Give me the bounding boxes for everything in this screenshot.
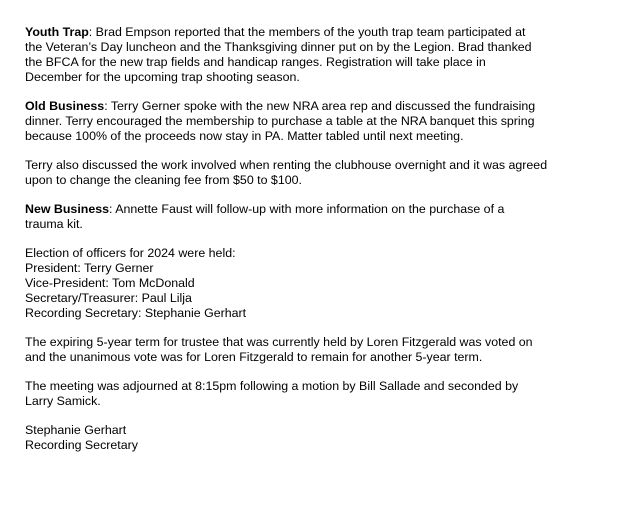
old-business-paragraph xyxy=(25,99,610,144)
election-president: President: Terry Gerner xyxy=(25,261,154,275)
youth-trap-line-4: December for the upcoming trap shooting season. xyxy=(25,70,300,84)
new-business-line-2: trauma kit. xyxy=(25,217,83,231)
old-business-line-2: dinner. Terry encouraged the membership to purchase a table at the NRA banquet this spring xyxy=(25,114,535,128)
youth-trap-line-1 xyxy=(25,25,610,40)
meeting-minutes-page xyxy=(25,25,610,467)
cleaning-fee-line-2: upon to change the cleaning fee from $50 to $100. xyxy=(25,173,302,187)
new-business-text-1: : Annette Faust will follow-up with more information on the purchase of a xyxy=(109,202,505,216)
youth-trap-paragraph xyxy=(25,25,610,85)
old-business-heading: Old Business xyxy=(25,99,105,113)
youth-trap-heading: Youth Trap xyxy=(25,25,89,39)
old-business-line-3: because 100% of the proceeds now stay in PA. Matter tabled until next meeting. xyxy=(25,129,464,143)
election-intro: Election of officers for 2024 were held: xyxy=(25,246,236,260)
old-business-line-1 xyxy=(25,99,610,114)
trustee-paragraph xyxy=(25,335,610,365)
trustee-line-2: and the unanimous vote was for Loren Fitzgerald to remain for another 5-year term. xyxy=(25,350,483,364)
youth-trap-text-1: : Brad Empson reported that the members of the youth trap team participated at xyxy=(88,25,526,39)
signature-block xyxy=(25,423,610,453)
election-recording-secretary: Recording Secretary: Stephanie Gerhart xyxy=(25,306,247,320)
adjourned-line-1: The meeting was adjourned at 8:15pm following a motion by Bill Sallade and seconded by xyxy=(25,379,519,393)
election-secretary-treasurer: Secretary/Treasurer: Paul Lilja xyxy=(25,291,192,305)
new-business-line-1 xyxy=(25,202,610,217)
signature-name: Stephanie Gerhart xyxy=(25,423,127,437)
adjourned-paragraph xyxy=(25,379,610,409)
old-business-text-1: : Terry Gerner spoke with the new NRA area rep and discussed the fundraising xyxy=(104,99,536,113)
election-paragraph xyxy=(25,246,610,321)
signature-title: Recording Secretary xyxy=(25,438,138,452)
cleaning-fee-line-1: Terry also discussed the work involved when renting the clubhouse overnight and it was agreed xyxy=(25,158,548,172)
youth-trap-line-3: the BFCA for the new trap fields and handicap ranges. Registration will take place in xyxy=(25,55,486,69)
cleaning-fee-paragraph xyxy=(25,158,610,188)
new-business-paragraph xyxy=(25,202,610,232)
election-vice-president: Vice-President: Tom McDonald xyxy=(25,276,195,290)
adjourned-line-2: Larry Samick. xyxy=(25,394,101,408)
new-business-heading: New Business xyxy=(25,202,110,216)
trustee-line-1: The expiring 5-year term for trustee that was currently held by Loren Fitzgerald was voted on xyxy=(25,335,533,349)
youth-trap-line-2: the Veteran’s Day luncheon and the Thanksgiving dinner put on by the Legion. Brad thanked xyxy=(25,40,532,54)
